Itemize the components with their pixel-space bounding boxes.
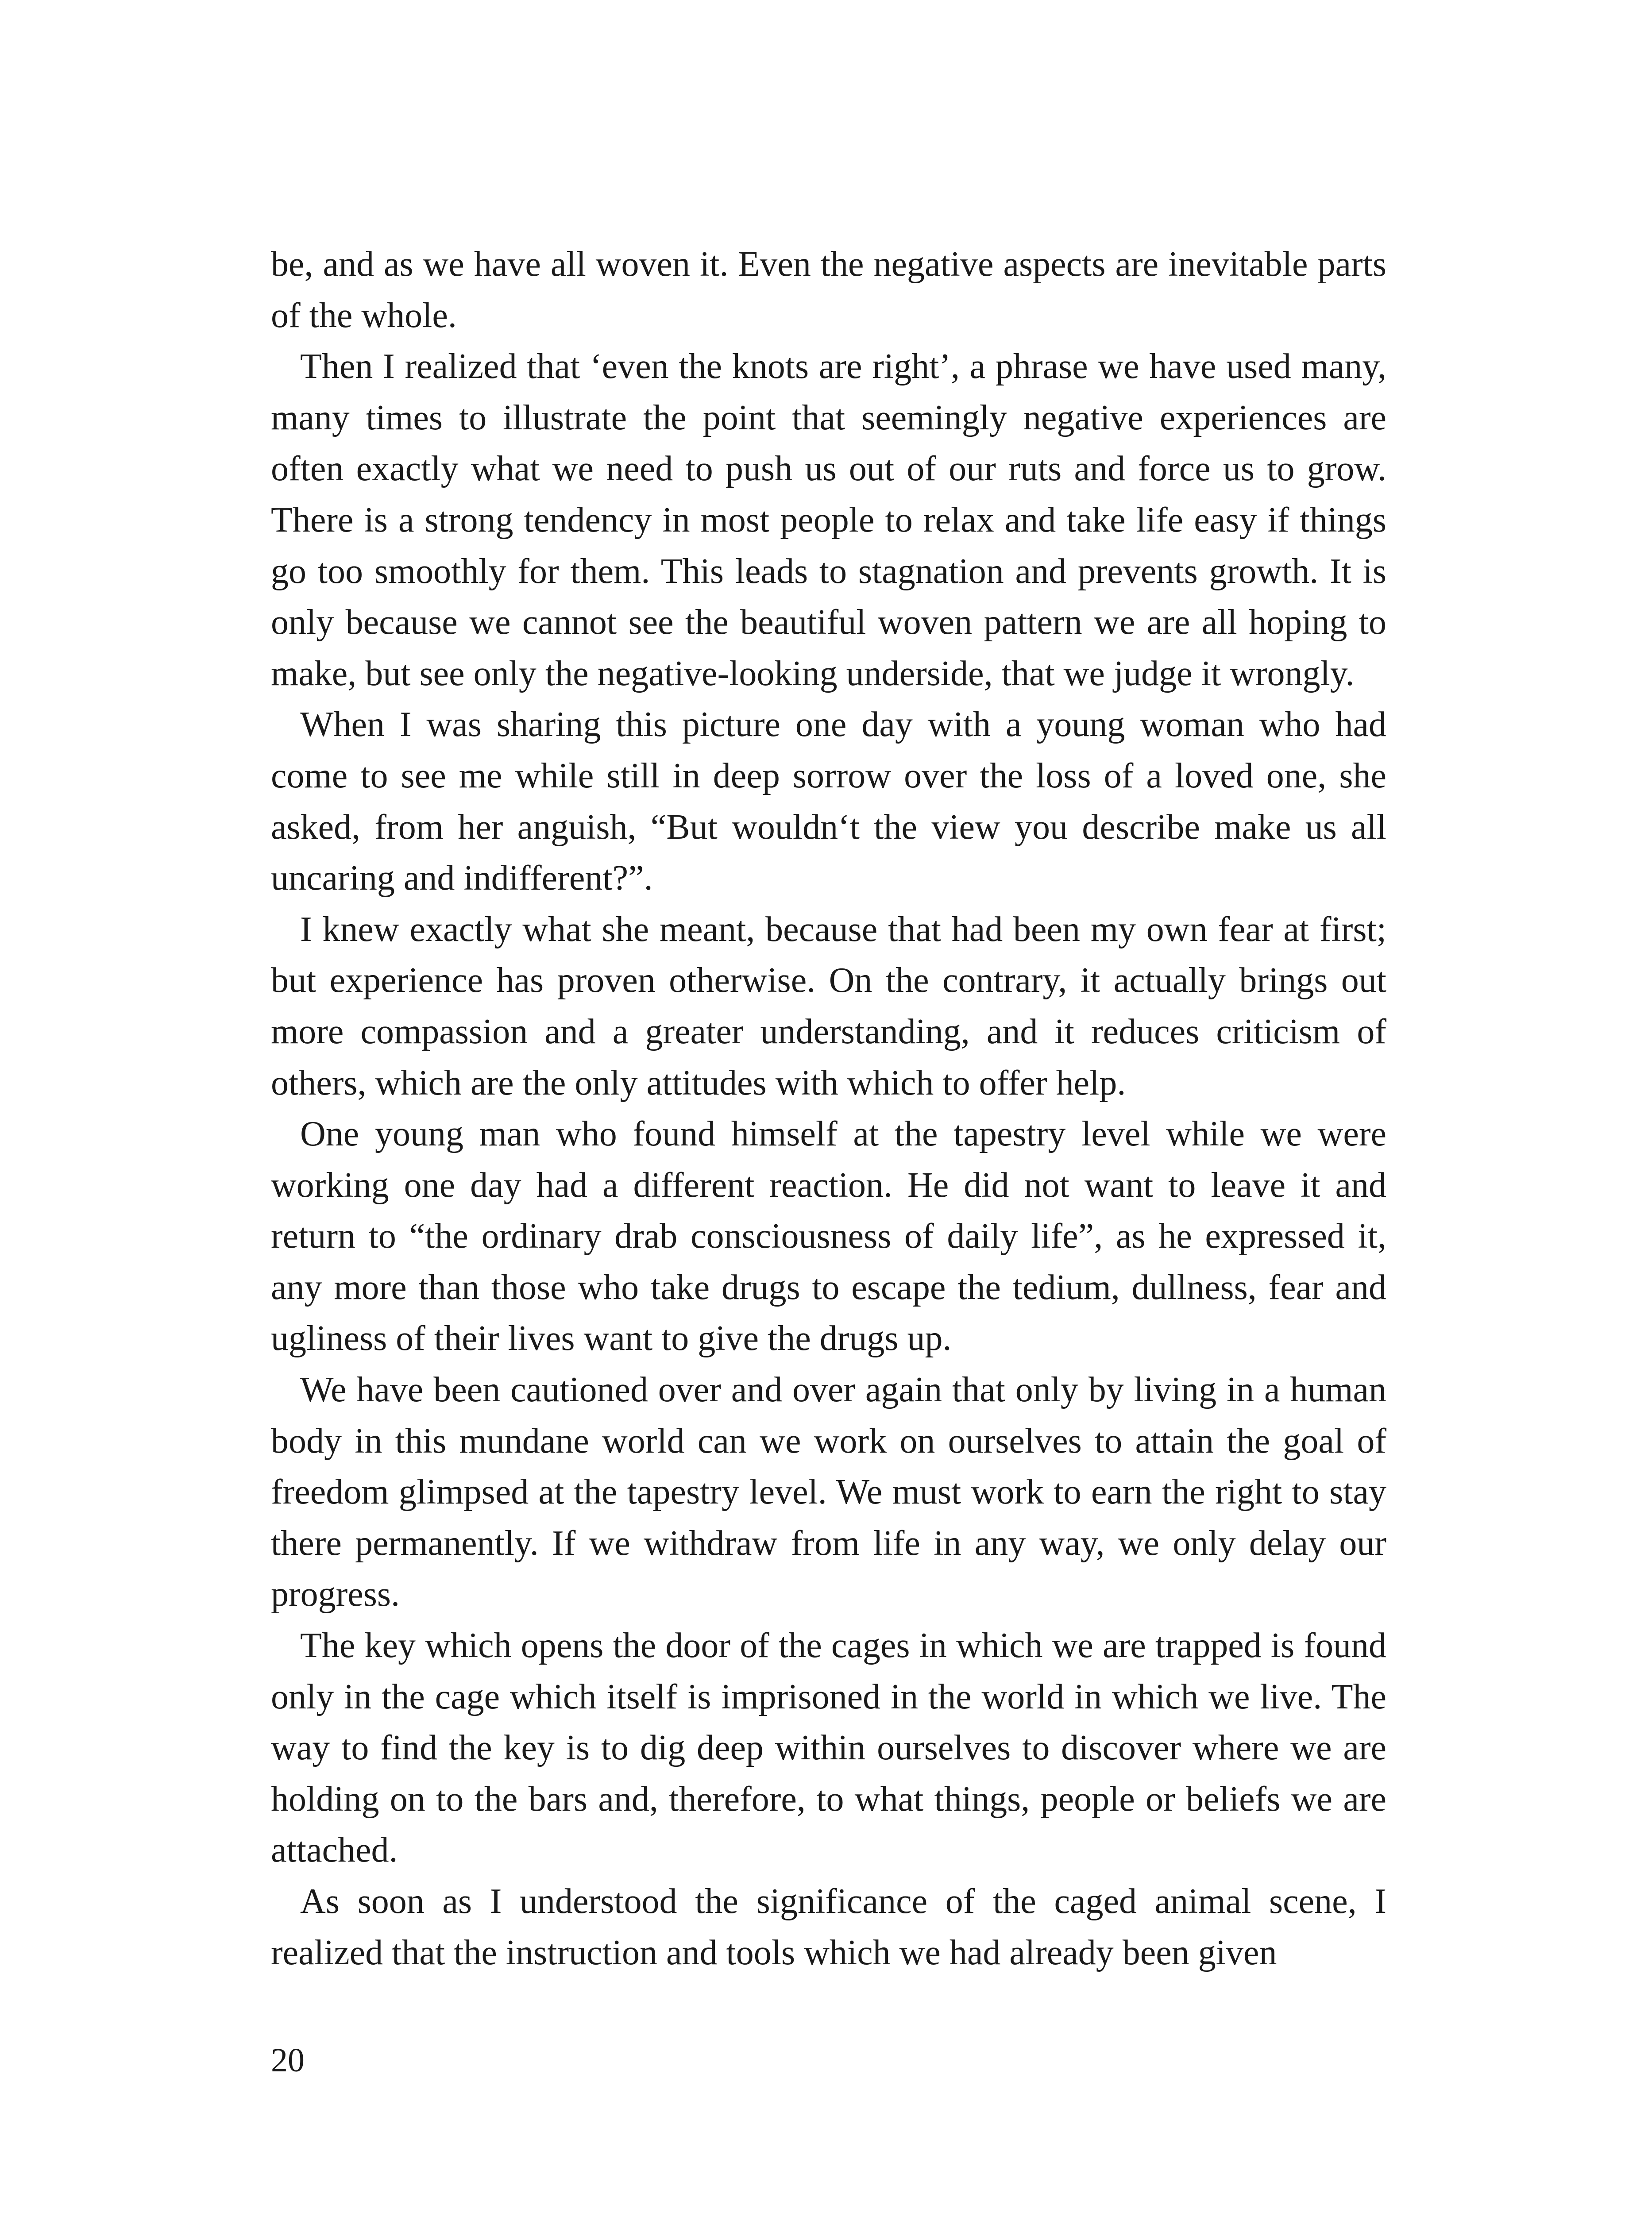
paragraph-caged-animal: As soon as I understood the significance of the caged animal scene, I realized that the instruction and tools which we had already been given (271, 1882, 1386, 1972)
paragraph-cautioned: We have been cautioned over and over again that only by living in a human body in this mundane world can we work on ourselves to attain the goal of freedom glimpsed at the tapestry level. We must work to earn the right to stay there permanently. If we withdraw from life in any way, we only delay our progress. (271, 1370, 1386, 1614)
paragraph-cage-key: The key which opens the door of the cages in which we are trapped is found only in the cage which itself is imprisoned in the world in which we live. The way to find the key is to dig deep within ourselves to discover where we are holding on to the bars and, therefore, to what things, people or beliefs we are attached. (271, 1626, 1386, 1870)
paragraph-young-woman: When I was sharing this picture one day with a young woman who had come to see me while still in deep sorrow over the loss of a loved one, she asked, from her anguish, “But wouldn‘t the view you describe make us all uncaring and indifferent?”. (271, 705, 1386, 898)
paragraph-knots-are-right: Then I realized that ‘even the knots are right’, a phrase we have used many, many times to illustrate the point that seemingly negative experiences are often exactly what we need to push us out of our ruts and force us to grow. There is a strong tendency in most people to relax and take life easy if things go too smoothly for them. This leads to stagnation and prevents growth. It is only because we cannot see the beautiful woven pattern we are all hoping to make, but see only the negative-looking underside, that we judge it wrongly. (271, 347, 1386, 693)
body-text (271, 239, 1386, 1978)
paragraph-young-man: One young man who found himself at the tapestry level while we were working one day had a different reaction. He did not want to leave it and return to “the ordinary drab consciousness of daily life”, as he expressed it, any more than those who take drugs to escape the tedium, dullness, fear and ugliness of their lives want to give the drugs up. (271, 1114, 1386, 1358)
paragraph-compassion: I knew exactly what she meant, because that had been my own fear at first; but experience has proven otherwise. On the contrary, it actually brings out more compassion and a greater understanding, and it reduces criticism of others, which are the only attitudes with which to offer help. (271, 910, 1386, 1103)
page-number: 20 (271, 2042, 305, 2079)
paragraph-continued: be, and as we have all woven it. Even the negative aspects are inevitable parts of the whole. (271, 245, 1386, 335)
